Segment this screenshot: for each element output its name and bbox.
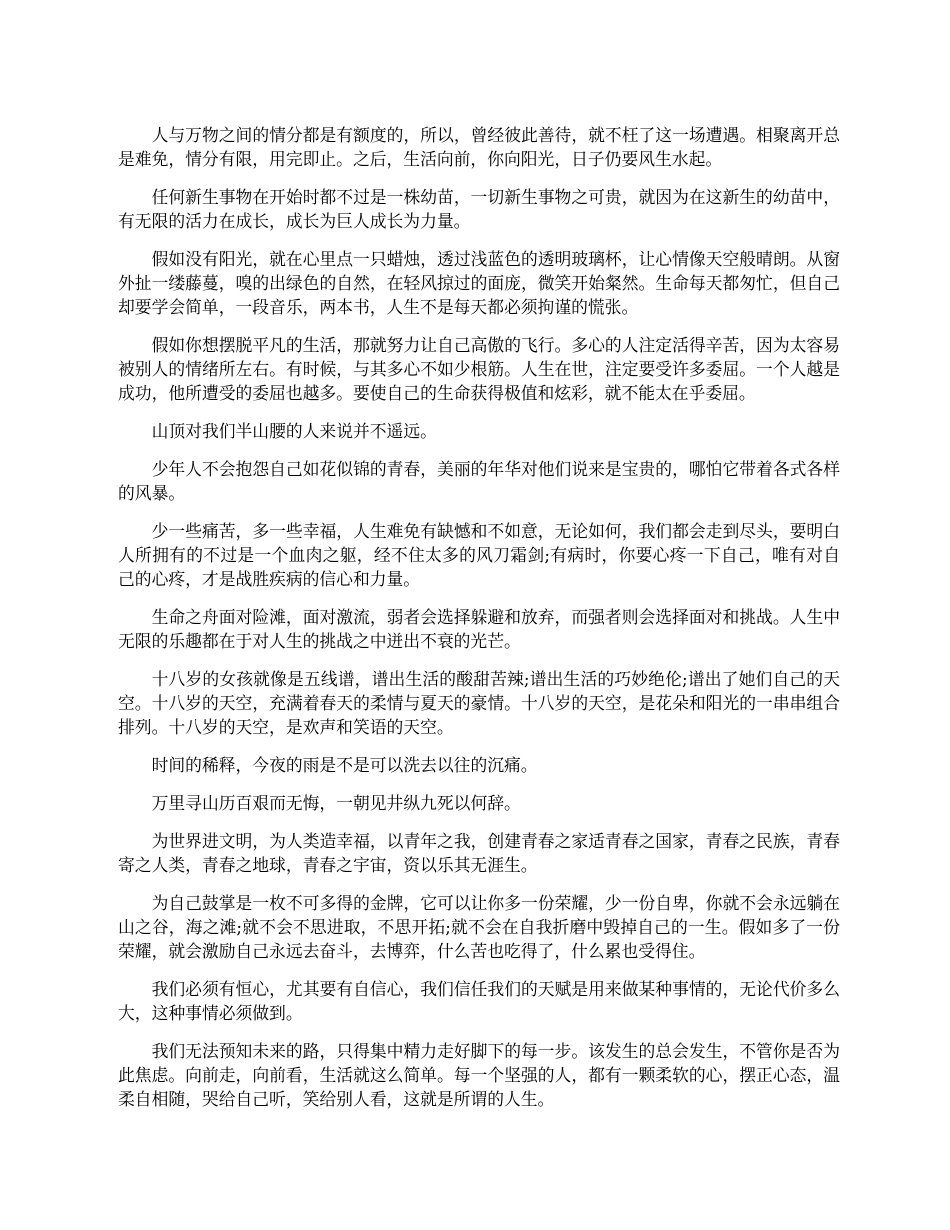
paragraph-12: 为世界进文明，为人类造幸福，以青年之我，创建青春之家适青春之国家，青春之民族，青春寄之人类，青春之地球，青春之宇宙，资以乐其无涯生。 — [118, 831, 840, 875]
paragraph-15: 我们无法预知未来的路，只得集中精力走好脚下的每一步。该发生的总会发生，不管你是否为此焦虑。向前走，向前看，生活就这么简单。每一个坚强的人，都有一颗柔软的心，摆正心态，温柔自相随，哭给自己听，笑给别人看，这就是所谓的人生。 — [118, 1041, 840, 1109]
paragraph-9: 十八岁的女孩就像是五线谱，谱出生活的酸甜苦辣;谱出生活的巧妙绝伦;谱出了她们自己的天空。十八岁的天空，充满着春天的柔情与夏天的豪情。十八岁的天空，是花朵和阳光的一串串组合排列。十八岁的天空，是欢声和笑语的天空。 — [118, 669, 840, 737]
paragraph-11: 万里寻山历百艰而无悔，一朝见井纵九死以何辞。 — [151, 793, 521, 813]
paragraph-6: 少年人不会抱怨自己如花似锦的青春，美丽的年华对他们说来是宝贵的，哪怕它带着各式各样的风暴。 — [118, 459, 840, 503]
paragraph-3: 假如没有阳光，就在心里点一只蜡烛，透过浅蓝色的透明玻璃杯，让心情像天空般晴朗。从窗外扯一缕藤蔓，嗅的出绿色的自然，在轻风掠过的面庞，微笑开始粲然。生命每天都匆忙，但自己却要学会简单，一段音乐，两本书，人生不是每天都必须拘谨的慌张。 — [118, 249, 840, 317]
paragraph-8: 生命之舟面对险滩，面对激流，弱者会选择躲避和放弃，而强者则会选择面对和挑战。人生中无限的乐趣都在于对人生的挑战之中迸出不衰的光芒。 — [118, 607, 840, 651]
paragraph-13: 为自己鼓掌是一枚不可多得的金牌，它可以让你多一份荣耀，少一份自卑，你就不会永远躺在山之谷，海之滩;就不会不思进取，不思开拓;就不会在自我折磨中毁掉自己的一生。假如多了一份荣耀，就会激励自己永远去奋斗，去博弈，什么苦也吃得了，什么累也受得住。 — [118, 893, 840, 961]
paragraph-10: 时间的稀释，今夜的雨是不是可以洗去以往的沉痛。 — [151, 755, 538, 775]
document-body — [118, 123, 840, 1125]
paragraph-2: 任何新生事物在开始时都不过是一株幼苗，一切新生事物之可贵，就因为在这新生的幼苗中，有无限的活力在成长，成长为巨人成长为力量。 — [118, 187, 840, 231]
paragraph-14: 我们必须有恒心，尤其要有自信心，我们信任我们的天赋是用来做某种事情的，无论代价多么大，这种事情必须做到。 — [118, 979, 840, 1023]
paragraph-1: 人与万物之间的情分都是有额度的，所以，曾经彼此善待，就不枉了这一场遭遇。相聚离开总是难免，情分有限，用完即止。之后，生活向前，你向阳光，日子仍要风生水起。 — [118, 125, 840, 169]
paragraph-5: 山顶对我们半山腰的人来说并不遥远。 — [151, 421, 437, 441]
paragraph-7: 少一些痛苦，多一些幸福，人生难免有缺憾和不如意，无论如何，我们都会走到尽头，要明白人所拥有的不过是一个血肉之躯，经不住太多的风刀霜剑;有病时，你要心疼一下自己，唯有对自己的心疼，才是战胜疾病的信心和力量。 — [118, 521, 840, 589]
paragraph-4: 假如你想摆脱平凡的生活，那就努力让自己高傲的飞行。多心的人注定活得辛苦，因为太容易被别人的情绪所左右。有时候，与其多心不如少根筋。人生在世，注定要受许多委屈。一个人越是成功，他所遭受的委屈也越多。要使自己的生命获得极值和炫彩，就不能太在乎委屈。 — [118, 335, 840, 403]
